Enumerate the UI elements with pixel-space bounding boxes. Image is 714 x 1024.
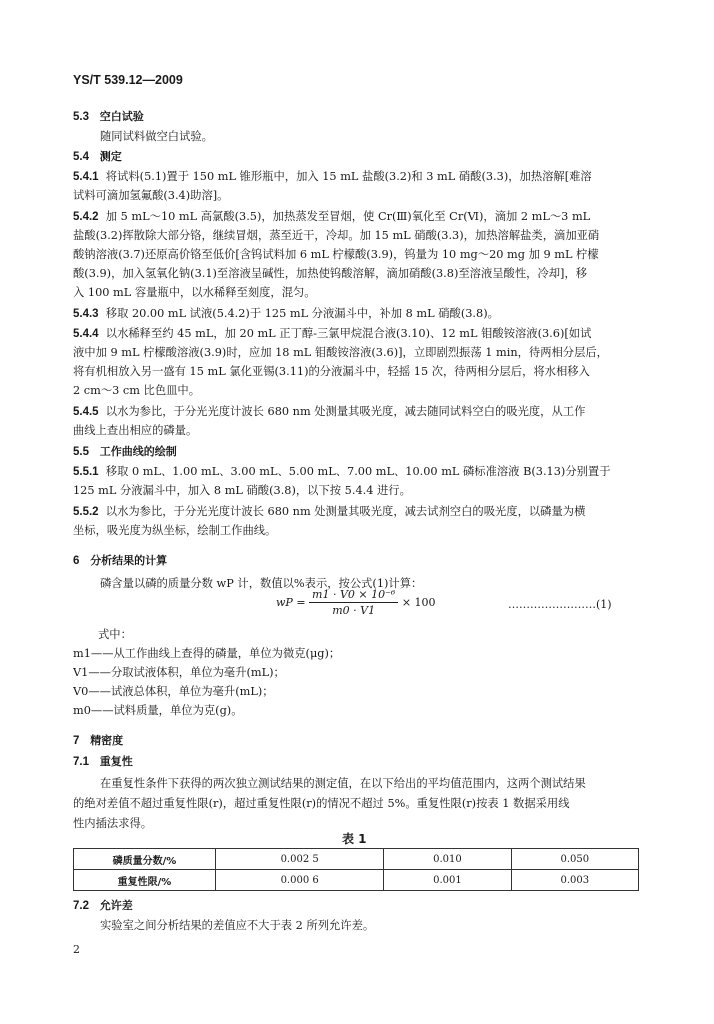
- formula-lhs: wP =: [276, 596, 306, 609]
- section-5-4-heading: 5.4 测定: [73, 150, 122, 163]
- para-5-4-4-line-4: 2 cm～3 cm 比色皿中。: [73, 384, 201, 397]
- formula-1: [276, 588, 436, 617]
- para-5-5-1-line-2: 125 mL 分液漏斗中，加入 8 mL 硝酸(3.8)，以下按 5.4.4 进行。: [73, 484, 411, 497]
- formula-denominator: m0 · V1: [332, 604, 376, 617]
- para-7-1-line-2: 的绝对差值不超过重复性限(r)，超过重复性限(r)的情况不超过 5%。重复性限(r)按表 1 数据采用线: [73, 797, 570, 810]
- table-cell: 0.010: [384, 849, 511, 870]
- para-5-4-4-line-3: 将有机相放入另一盛有 15 mL 氯化亚锡(3.11)的分液漏斗中，轻摇 15 次，待两相分层后，将水相移入: [73, 365, 590, 378]
- table-cell: 0.000 6: [216, 870, 384, 891]
- para-5-4-2-line-1: 5.4.2 加 5 mL～10 mL 高氯酸(3.5)，加热蒸发至冒烟，使 Cr(Ⅲ)氧化至 Cr(Ⅵ)，滴加 2 mL～3 mL: [73, 210, 591, 223]
- formula-def-m0: m0——试料质量，单位为克(g)。: [73, 704, 243, 717]
- table-cell: 0.002 5: [216, 849, 384, 870]
- para-7-1-line-3: 性内插法求得。: [73, 817, 153, 830]
- table-row: [74, 849, 639, 870]
- table-cell: 0.050: [511, 849, 638, 870]
- para-5-4-1-line-1: 5.4.1 将试料(5.1)置于 150 mL 锥形瓶中，加入 15 mL 盐酸(3.2)和 3 mL 硝酸(3.3)，加热溶解[难溶: [73, 170, 592, 183]
- para-5-4-2-line-4: 酸(3.9)，加入氢氧化钠(3.1)至溶液呈碱性，加热使钨酸溶解，滴加硝酸(3.8)至溶液呈酸性，冷却]，移: [73, 267, 588, 280]
- table-1: [73, 848, 639, 891]
- section-5-5-heading: 5.5 工作曲线的绘制: [73, 445, 177, 458]
- para-5-4-2-line-3: 酸钠溶液(3.7)还原高价铬至低价[含钨试料加 6 mL 柠檬酸(3.9)，钨量为 10 mg～20 mg 加 9 mL 柠檬: [73, 248, 599, 261]
- formula-def-v0: V0——试液总体积，单位为毫升(mL)；: [73, 685, 274, 698]
- formula-where-label: 式中：: [98, 628, 132, 641]
- formula-def-m1: m1——从工作曲线上查得的磷量，单位为微克(μg)；: [73, 647, 341, 660]
- section-6-intro: 磷含量以磷的质量分数 wP 计，数值以%表示，按公式(1)计算：: [100, 577, 423, 590]
- section-5-3-text: 随同试料做空白试验。: [100, 130, 213, 143]
- para-5-4-2-line-5: 入 100 mL 容量瓶中，以水稀释至刻度，混匀。: [73, 286, 316, 299]
- para-5-5-2-line-1: 5.5.2 以水为参比，于分光光度计波长 680 nm 处测量其吸光度，减去试剂空白的吸光度，以磷量为横: [73, 505, 586, 518]
- section-6-heading: 6 分析结果的计算: [73, 554, 168, 567]
- table-row: [74, 870, 639, 891]
- formula-number: ……………………(1): [508, 598, 612, 611]
- formula-def-v1: V1——分取试液体积，单位为毫升(mL)；: [73, 666, 285, 679]
- para-5-4-5-line-2: 曲线上查出相应的磷量。: [73, 424, 198, 437]
- para-5-4-4-line-2: 液中加 9 mL 柠檬酸溶液(3.9)时，应加 18 mL 钼酸铵溶液(3.6)]，立即剧烈振荡 1 min，待两相分层后，: [73, 346, 608, 359]
- para-5-4-1-line-2: 试料可滴加氢氟酸(3.4)助溶]。: [73, 189, 229, 202]
- para-5-5-1-line-1: 5.5.1 移取 0 mL、1.00 mL、3.00 mL、5.00 mL、7.00 mL、10.00 mL 磷标准溶液 B(3.13)分别置于: [73, 465, 611, 478]
- standard-code-header: YS/T 539.12—2009: [73, 73, 183, 87]
- para-5-4-4-line-1: 5.4.4 以水稀释至约 45 mL，加 20 mL 正丁醇-三氯甲烷混合液(3.10)、12 mL 钼酸铵溶液(3.6)[如试: [73, 327, 592, 340]
- para-7-1-line-1: 在重复性条件下获得的两次独立测试结果的测定值，在以下给出的平均值范围内，这两个测试结果: [100, 777, 586, 790]
- section-7-2-heading: 7.2 允许差: [73, 899, 133, 912]
- table-1-caption: 表 1: [342, 832, 367, 846]
- table-row-header: 磷质量分数/%: [74, 849, 216, 870]
- para-7-2: 实验室之间分析结果的差值应不大于表 2 所列允许差。: [100, 919, 375, 932]
- table-cell: 0.003: [511, 870, 638, 891]
- section-7-1-heading: 7.1 重复性: [73, 755, 133, 768]
- section-5-3-heading: 5.3 空白试验: [73, 110, 144, 123]
- para-5-4-5-line-1: 5.4.5 以水为参比，于分光光度计波长 680 nm 处测量其吸光度，减去随同试料空白的吸光度，从工作: [73, 405, 586, 418]
- formula-tail: × 100: [401, 596, 436, 609]
- table-cell: 0.001: [384, 870, 511, 891]
- para-5-5-2-line-2: 坐标，吸光度为纵坐标，绘制工作曲线。: [73, 524, 277, 537]
- formula-fraction: [309, 588, 398, 617]
- table-row-header: 重复性限/%: [74, 870, 216, 891]
- para-5-4-3: 5.4.3 移取 20.00 mL 试液(5.4.2)于 125 mL 分液漏斗中，补加 8 mL 硝酸(3.8)。: [73, 307, 499, 320]
- page-number: 2: [73, 943, 80, 956]
- para-5-4-2-line-2: 盐酸(3.2)挥散除大部分铬，继续冒烟，蒸至近干，冷却。加 15 mL 硝酸(3.3)，加热溶解盐类，滴加亚硝: [73, 229, 600, 242]
- formula-numerator: m1 · V0 × 10⁻⁶: [309, 588, 398, 603]
- section-7-heading: 7 精密度: [73, 734, 124, 747]
